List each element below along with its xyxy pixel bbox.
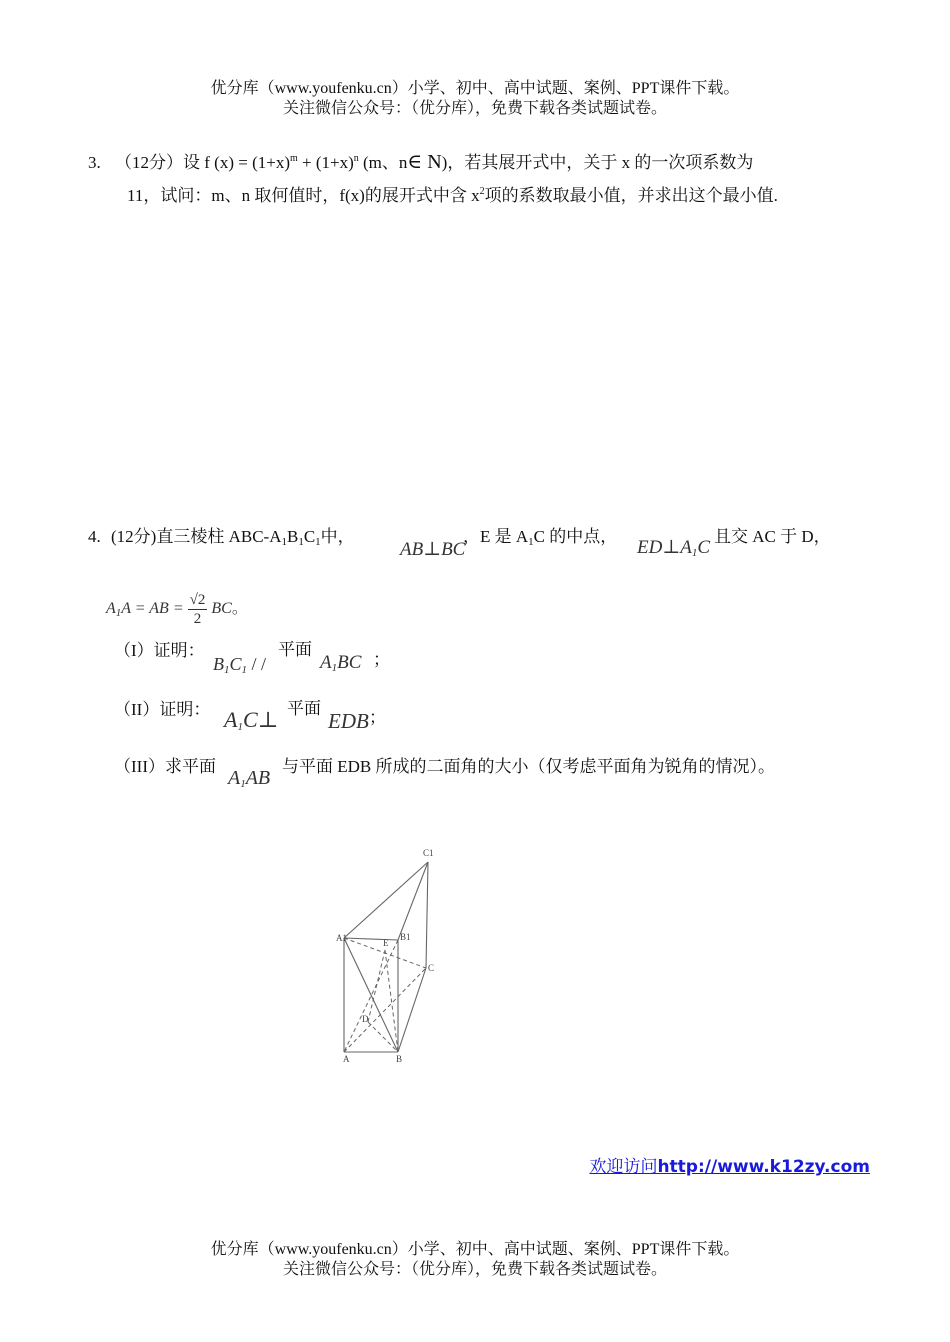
figure-label-a1: A1	[336, 933, 347, 943]
figure-label-b: B	[396, 1054, 403, 1064]
math-equation: $A_1A$ = AB = $\frac{√2}{2}$ BC。	[106, 592, 248, 627]
part-1-plane: 平面	[278, 640, 312, 659]
part-2-label: （II）证明：	[114, 700, 211, 719]
part-1-end: ；	[373, 650, 390, 669]
figure-label-b1: B1	[400, 932, 411, 942]
math-ed-perp-a1c: $ED\perp A_1C$	[637, 537, 710, 559]
part-2-end: ；	[369, 708, 386, 727]
math-a1c-perp: $A_1C\perp$	[224, 707, 279, 733]
website-link[interactable]	[589, 1155, 870, 1179]
part-3-label: （III）求平面	[114, 757, 216, 776]
link-prefix[interactable]: 欢迎访问	[589, 1157, 658, 1176]
question-3-line-2: 11，试问：m、n 取何值时，f(x)的展开式中含 $x^2$项的系数取最小值，并求出这个最小值.	[127, 186, 778, 205]
part-2-plane: 平面	[287, 699, 321, 718]
part-3-rest: 与平面 EDB 所成的二面角的大小（仅考虑平面角为锐角的情况）。	[282, 757, 775, 776]
footer-line-1: 优分库（www.youfenku.cn）小学、初中、高中试题、案例、PPT课件下载。	[210, 1241, 740, 1258]
dashed-e-d	[368, 950, 385, 1022]
math-a1bc: $A_1BC$	[320, 652, 362, 674]
figure-label-d: D	[362, 1014, 369, 1024]
dashed-d-b	[368, 1022, 398, 1052]
link-url[interactable]: http://www.k12zy.com	[657, 1157, 870, 1177]
question-number: 4.	[88, 527, 101, 546]
question-4-line-1: 4. (12分)直三棱柱 ABC-$A_1B_1C_1$中，	[88, 527, 355, 548]
part-1-label: （I）证明：	[114, 641, 205, 660]
math-b1c1-parallel: $B_1C_1$ / /	[213, 654, 267, 676]
question-number: 3.	[88, 153, 101, 172]
question-4-line-1-mid: ，E 是 $A_1C$ 的中点，	[463, 527, 618, 548]
figure-label-a: A	[343, 1054, 350, 1064]
question-3-line-1: 3. （12分）设 f $(x) = (1+x)^m + (1+x)^n$ (m、n∈ N)，若其展开式中，关于 x 的一次项系数为	[88, 151, 754, 173]
fraction-sqrt2-over-2: $\frac{√2}{2}$	[189, 592, 206, 627]
math-ab-perp-bc: AB⊥BC	[400, 539, 466, 560]
math-a1ab: $A_1AB$	[228, 767, 271, 790]
edge-b-c	[398, 968, 426, 1052]
header-line-1: 优分库（www.youfenku.cn）小学、初中、高中试题、案例、PPT课件下载。	[210, 80, 740, 97]
edge-a1-b1	[344, 938, 398, 940]
edge-b1-c1	[398, 862, 428, 940]
figure-label-e: E	[383, 938, 389, 948]
dashed-e-b	[385, 950, 398, 1052]
math-edb: EDB	[328, 709, 369, 733]
header-line-2: 关注微信公众号：（优分库），免费下载各类试题试卷。	[282, 100, 667, 117]
figure-label-c: C	[428, 963, 435, 973]
figure-label-c1: C1	[423, 848, 434, 858]
edge-a1-c1	[344, 862, 428, 938]
prism-figure	[330, 842, 450, 1072]
edge-c1-c	[426, 862, 428, 968]
question-4-line-1-tail: 且交 AC 于 D，	[714, 527, 831, 546]
footer-line-2: 关注微信公众号：（优分库），免费下载各类试题试卷。	[282, 1261, 667, 1278]
